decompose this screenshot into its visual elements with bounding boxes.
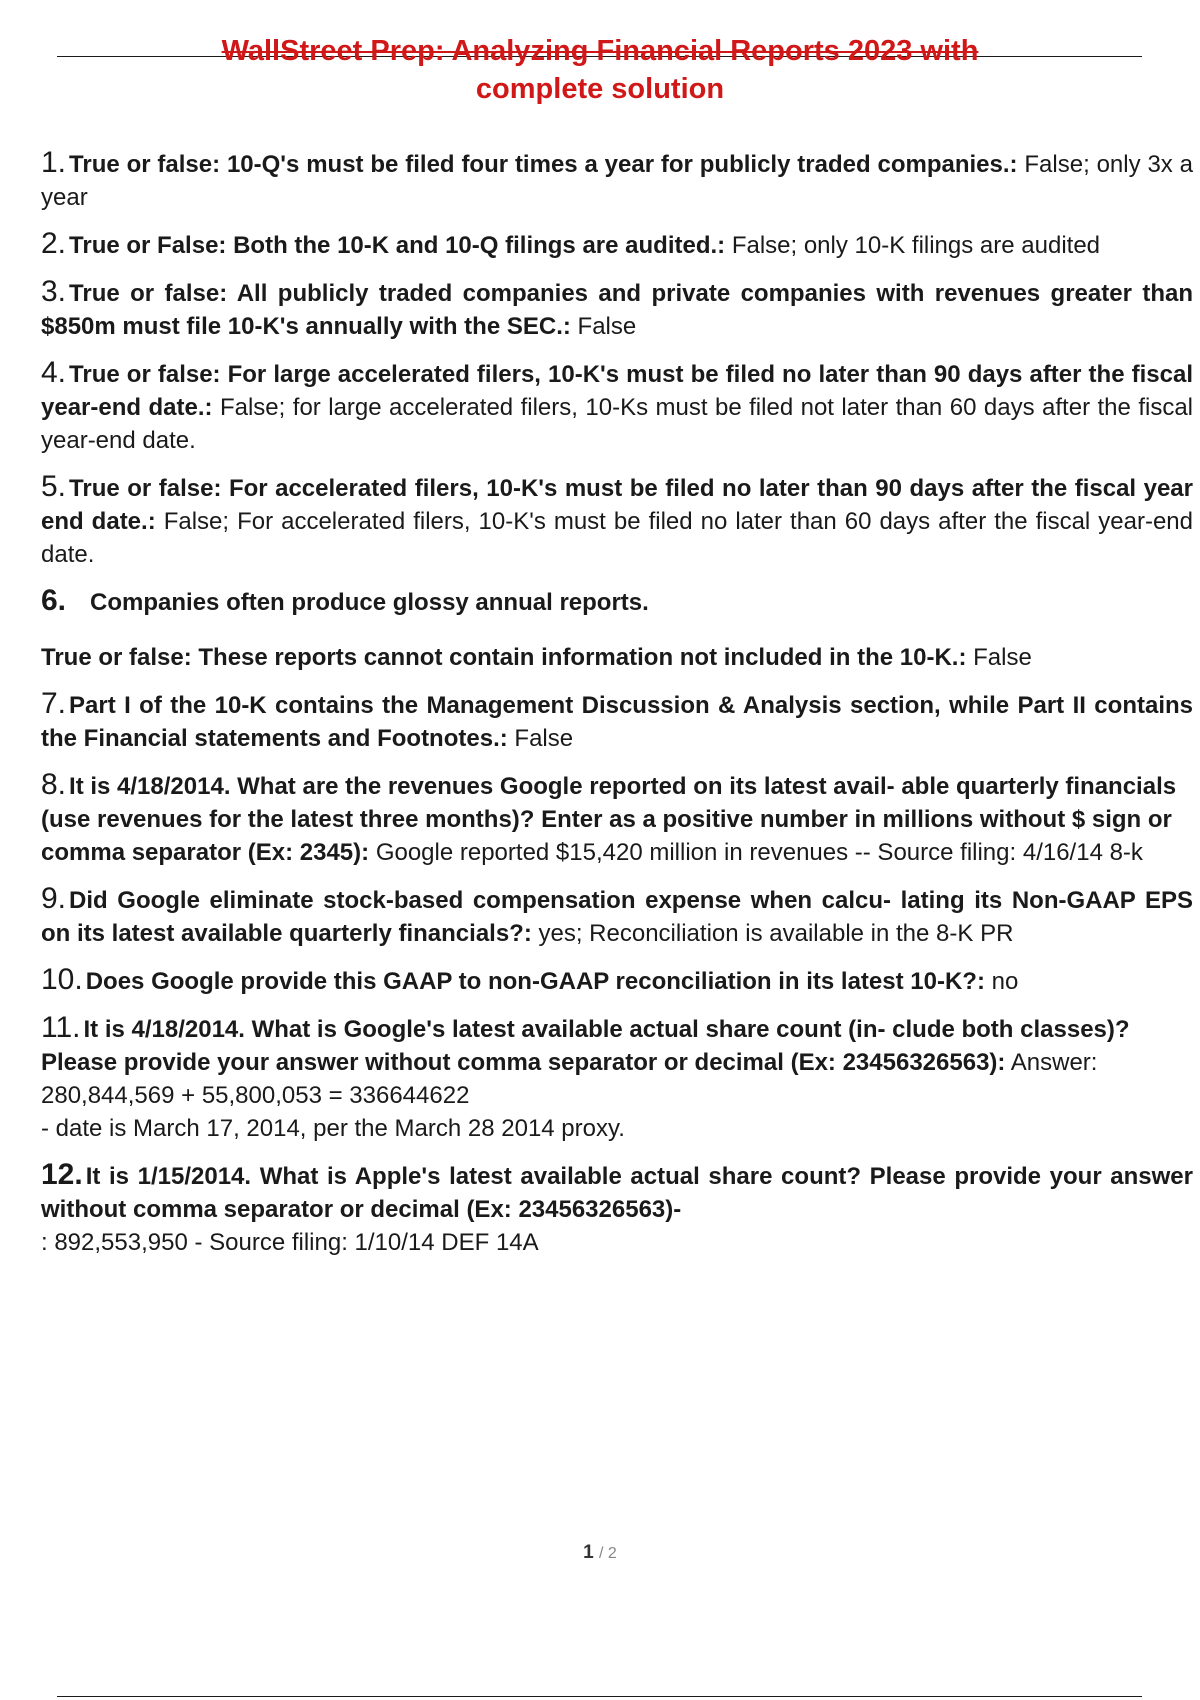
- question-text: True or false: These reports cannot contain information not included in the 10-K.:: [41, 644, 967, 671]
- page-current: 1: [583, 1542, 594, 1563]
- question-5: [41, 470, 1193, 571]
- question-text: It is 4/18/2014. What is Google's latest available actual share count (in- clude both classes)? Please provide your answer without comma separator or decimal (Ex: 23456326563):: [41, 1016, 1130, 1076]
- answer-text: False: [973, 644, 1032, 671]
- answer-text: Answer: 280,844,569 + 55,800,053 = 336644622: [41, 1049, 1098, 1109]
- answer-text: False: [577, 313, 637, 340]
- answer-text: False; For accelerated filers, 10-K's must be filed no later than 60 days after the fiscal year-end date.: [41, 508, 1194, 568]
- title-line-1: WallStreet Prep: Analyzing Financial Reports 2023 with: [221, 35, 979, 67]
- question-number: 10.: [41, 963, 83, 996]
- question-3: [41, 275, 1193, 343]
- question-number: 12.: [41, 1158, 83, 1191]
- answer-text: Google reported $15,420 million in revenues -- Source filing: 4/16/14 8-k: [375, 839, 1143, 866]
- question-text: True or false: All publicly traded companies and private companies with revenues greater than $850m must file 10-K's annually with the SEC.:: [41, 280, 1193, 340]
- page-total: / 2: [599, 1545, 617, 1562]
- question-number: 7.: [41, 687, 67, 720]
- answer-text: : 892,553,950 - Source filing: 1/10/14 DEF 14A: [41, 1229, 539, 1256]
- question-intro-text: Companies often produce glossy annual reports.: [90, 589, 649, 616]
- question-text: True or False: Both the 10-K and 10-Q filings are audited.:: [69, 232, 726, 259]
- question-number: 1.: [41, 146, 67, 179]
- title-line-2: complete solution: [475, 73, 725, 105]
- question-list: [41, 146, 1193, 1272]
- question-number: 4.: [41, 356, 67, 389]
- question-number: 5.: [41, 470, 67, 503]
- question-text: Did Google eliminate stock-based compensation expense when calcu- lating its Non-GAAP EPS on its latest available quarterly financials?:: [41, 887, 1193, 947]
- question-number: 6.: [41, 584, 67, 617]
- document-title: [0, 32, 1200, 108]
- question-text: Does Google provide this GAAP to non-GAAP reconciliation in its latest 10-K?:: [85, 968, 985, 995]
- question-7: [41, 687, 1193, 755]
- question-number: 2.: [41, 227, 67, 260]
- question-8: [41, 768, 1193, 869]
- question-1: [41, 146, 1193, 214]
- question-text: True or false: For large accelerated filers, 10-K's must be filed no later than 90 days after the fiscal year-end date.:: [41, 361, 1193, 421]
- answer-text: False: [514, 725, 574, 752]
- answer-text: yes; Reconciliation is available in the 8-K PR: [538, 920, 1014, 947]
- question-number: 8.: [41, 768, 67, 801]
- answer-text: no: [991, 968, 1019, 995]
- question-10: [41, 963, 1193, 998]
- question-9: [41, 882, 1193, 950]
- question-12: [41, 1158, 1193, 1259]
- question-text: It is 4/18/2014. What are the revenues Google reported on its latest avail- able quarterly financials (use revenues for the latest three months)? Enter as a positive number in millions without $ sign or comma separator (Ex: 2345):: [41, 773, 1177, 866]
- question-11: [41, 1011, 1193, 1145]
- page-indicator: [0, 1542, 1200, 1564]
- question-text: True or false: For accelerated filers, 10-K's must be filed no later than 90 days after the fiscal year end date.:: [41, 475, 1193, 535]
- question-text: True or false: 10-Q's must be filed four times a year for publicly traded companies.:: [69, 151, 1018, 178]
- question-text: It is 1/15/2014. What is Apple's latest available actual share count? Please provide your answer without comma separator or decimal (Ex: 23456326563)-: [41, 1163, 1193, 1223]
- question-number: 3.: [41, 275, 67, 308]
- question-text: Part I of the 10-K contains the Management Discussion & Analysis section, while Part II contains the Financial statements and Footnotes.:: [41, 692, 1193, 752]
- question-4: [41, 356, 1193, 457]
- question-6-intro: [41, 584, 1193, 619]
- question-number: 11.: [41, 1011, 81, 1044]
- question-2: [41, 227, 1193, 262]
- question-6: [41, 641, 1193, 674]
- answer-note: - date is March 17, 2014, per the March 28 2014 proxy.: [41, 1115, 625, 1142]
- question-number: 9.: [41, 882, 67, 915]
- bottom-rule: [57, 1696, 1142, 1697]
- answer-text: False; for large accelerated filers, 10-Ks must be filed not later than 60 days after the fiscal year-end date.: [41, 394, 1194, 454]
- answer-text: False; only 3x a year: [41, 151, 1193, 211]
- answer-text: False; only 10-K filings are audited: [731, 232, 1101, 259]
